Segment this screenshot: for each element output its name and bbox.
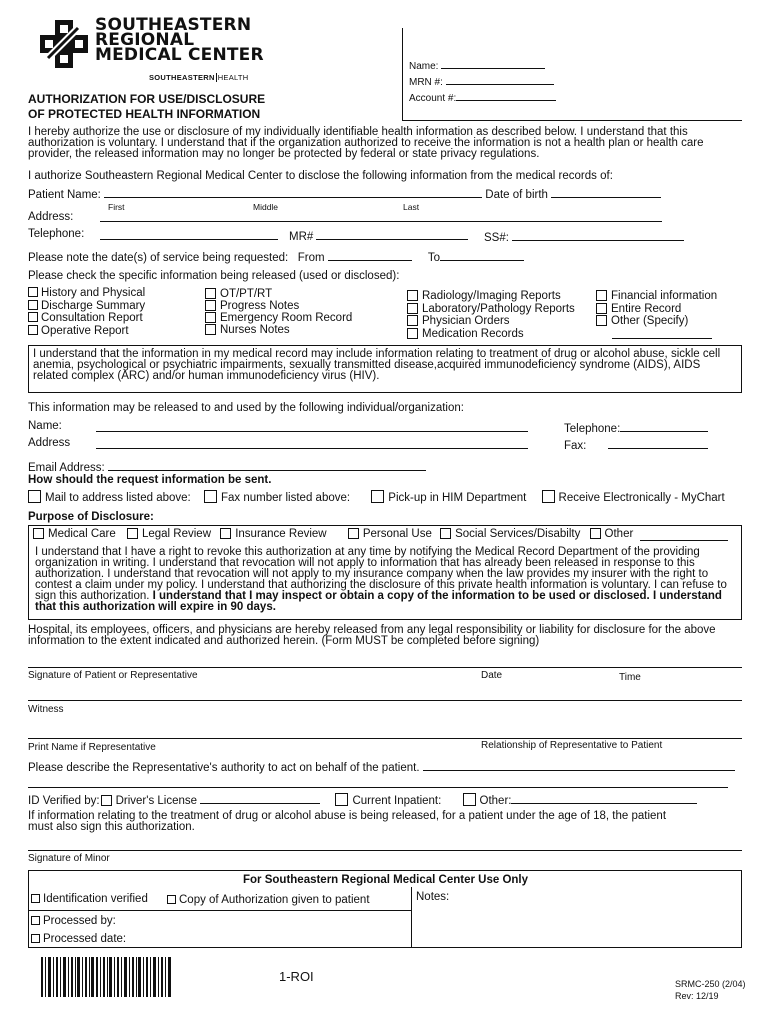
form-revision: Rev: 12/19 (675, 991, 719, 1001)
checkbox-icon[interactable] (463, 793, 476, 806)
checkbox-icon[interactable] (407, 303, 418, 314)
checkbox-icon[interactable] (28, 312, 38, 322)
info-item-label: Operative Report (41, 324, 129, 337)
id-mrn-row (409, 74, 554, 88)
send-options (28, 490, 725, 504)
info-item-label: Medication Records (422, 327, 524, 340)
authority-field-2[interactable] (28, 787, 728, 788)
logo-line-3: MEDICAL CENTER (95, 45, 264, 65)
purpose-option[interactable] (127, 528, 211, 540)
telephone-label: Telephone: (28, 228, 85, 240)
checkbox-icon[interactable] (220, 528, 231, 539)
info-item-label: Laboratory/Pathology Reports (422, 302, 575, 315)
checkbox-icon[interactable] (542, 490, 555, 503)
mr-row (289, 229, 468, 243)
minor-note: If information relating to the treatment of drug or alcohol abuse is being released, for a patient under the age of 18, the patient must also sign this authorization. (28, 810, 667, 833)
info-col-1 (28, 287, 145, 337)
checkbox-icon[interactable] (101, 795, 112, 806)
checkbox-icon[interactable] (335, 793, 348, 806)
recipient-telephone-label: Telephone: (564, 423, 621, 435)
info-item-label: Physician Orders (422, 315, 510, 327)
send-option-label: Fax number listed above: (220, 492, 351, 504)
id-box-border (402, 28, 403, 121)
office-processed-date-label: Processed date: (43, 933, 127, 945)
checkbox-icon[interactable] (205, 324, 216, 335)
office-processed-date[interactable] (31, 933, 126, 945)
office-processed-by-label: Processed by: (43, 915, 116, 927)
recipient-address-field[interactable] (96, 448, 528, 449)
info-item[interactable] (205, 288, 352, 300)
other-field[interactable] (511, 793, 697, 804)
purpose-option-label: Other (604, 528, 634, 540)
office-copy-given-label: Copy of Authorization given to patient (179, 894, 370, 906)
srmc-cross-logo-icon (38, 18, 90, 70)
send-option-label: Pick-up in HIM Department (388, 492, 527, 504)
recipient-telephone-field[interactable] (620, 421, 708, 432)
id-mrn-label: MRN #: (409, 77, 443, 88)
dob-field[interactable] (551, 187, 661, 198)
sub-brand-right: HEALTH (217, 73, 249, 82)
revoke-bold-text: I understand that I may inspect or obtain a copy of the information to be used or disclosed. I understand that this authorization will expire in 90 days. (35, 590, 722, 613)
checkbox-icon[interactable] (407, 315, 418, 326)
representative-line[interactable] (28, 738, 742, 739)
authority-label: Please describe the Representative's authority to act on behalf of the patient. (28, 762, 420, 774)
print-name-label: Print Name if Representative (28, 742, 156, 753)
drivers-license-label: Driver's License (115, 795, 198, 807)
checkbox-icon[interactable] (590, 528, 601, 539)
office-processed-by[interactable] (31, 915, 116, 927)
id-account-field[interactable] (456, 90, 556, 101)
id-name-field[interactable] (441, 58, 545, 69)
recipient-intro: This information may be released to and used by the following individual/organization: (28, 402, 464, 414)
info-check-label: Please check the specific information being released (used or disclosed): (28, 270, 400, 282)
address-label: Address: (28, 211, 74, 223)
checkbox-icon[interactable] (31, 934, 40, 943)
date-label: Date (481, 670, 503, 681)
id-name-row (409, 58, 545, 72)
info-item-label: OT/PT/RT (220, 288, 273, 300)
send-option-fax[interactable] (204, 492, 350, 504)
info-item[interactable] (28, 312, 145, 325)
purpose-other-field[interactable] (640, 540, 728, 541)
purpose-option[interactable] (590, 528, 634, 540)
purpose-option[interactable] (220, 528, 326, 540)
info-item[interactable] (407, 315, 575, 328)
purpose-option-label: Personal Use (362, 528, 432, 540)
purpose-option[interactable] (440, 528, 580, 540)
recipient-telephone-row (564, 421, 708, 435)
patient-signature-line[interactable] (28, 667, 742, 668)
info-item-label: Consultation Report (41, 312, 143, 324)
form-title-line-1: AUTHORIZATION FOR USE/DISCLOSURE (28, 92, 266, 106)
service-dates-label: Please note the date(s) of service being requested: (28, 252, 289, 264)
info-item[interactable] (596, 315, 717, 328)
current-inpatient-label: Current Inpatient: (352, 795, 442, 807)
info-item-label: Progress Notes (220, 300, 300, 312)
recipient-name-field[interactable] (96, 431, 528, 432)
info-item[interactable] (407, 328, 575, 341)
info-item-label: Nurses Notes (220, 324, 290, 336)
patient-name-row (28, 187, 661, 201)
ssn-field[interactable] (512, 230, 684, 241)
send-heading: How should the request information be sent. (28, 474, 272, 486)
release-paragraph (28, 625, 738, 647)
info-item-label: Other (Specify) (611, 315, 689, 327)
other-label: Other: (479, 795, 512, 807)
intro-paragraph: I hereby authorize the use or disclosure of my individually identifiable health information as described below. I understand that this authorization is voluntary. I understand that if the organization authorized to receive the information is not a health plan or health care provider, the released information may no longer be protected by federal or state privacy regulations. (28, 126, 704, 160)
info-item-label: Emergency Room Record (220, 312, 353, 324)
send-option-mail[interactable] (28, 492, 191, 504)
email-label: Email Address: (28, 462, 105, 474)
info-item[interactable] (596, 303, 717, 316)
purpose-option[interactable] (348, 528, 432, 540)
purpose-option-label: Medical Care (48, 528, 116, 540)
minor-signature-line[interactable] (28, 850, 742, 851)
purpose-heading: Purpose of Disclosure: (28, 511, 154, 523)
info-col-2 (205, 288, 352, 336)
info-item[interactable] (28, 325, 145, 338)
checkbox-icon[interactable] (407, 328, 418, 339)
info-item-label: Financial information (611, 290, 718, 302)
logo-line-2: REGIONAL (95, 30, 195, 50)
checkbox-icon[interactable] (440, 528, 451, 539)
info-item[interactable] (407, 290, 575, 303)
checkbox-icon[interactable] (33, 528, 44, 539)
office-copy-given[interactable] (167, 894, 370, 906)
id-account-label: Account #: (409, 93, 457, 104)
purpose-option-label: Insurance Review (235, 528, 327, 540)
minor-signature-label: Signature of Minor (28, 853, 110, 864)
logo-line-1: SOUTHEASTERN (95, 15, 252, 35)
office-notes-label: Notes: (416, 891, 450, 903)
purpose-option-label: Social Services/Disabilty (455, 528, 581, 540)
recipient-fax-label: Fax: (564, 440, 587, 452)
office-id-verified-label: Identification verified (43, 893, 148, 905)
revoke-paragraph (35, 547, 735, 613)
checkbox-icon[interactable] (31, 894, 40, 903)
to-label: To (427, 252, 440, 264)
id-mrn-field[interactable] (446, 74, 554, 85)
name-middle-caption: Middle (253, 202, 279, 212)
ssn-row (484, 230, 684, 244)
checkbox-icon[interactable] (28, 325, 38, 335)
id-verified-label: ID Verified by: (28, 795, 100, 807)
info-item-label: Radiology/Imaging Reports (422, 290, 561, 302)
office-id-verified[interactable] (31, 893, 148, 905)
witness-line[interactable] (28, 700, 742, 701)
from-label: From (297, 252, 325, 264)
revoke-text: I understand that I have a right to revoke this authorization at any time by notifying the Medical Record Department of the providing organization in writing. I understand that revocation will not apply to information that has already been released in response to this authorization. I understand that revocation will not apply to my insurance company when the law provides my insurer with the right to contest a claim under my policy. I understand that authorizing the disclosure of this private health information is voluntary. I can refuse to sign this authorization. (35, 546, 727, 602)
patient-name-field[interactable] (104, 187, 482, 198)
checkbox-icon[interactable] (596, 290, 607, 301)
form-number: SRMC-250 (2/04) (675, 979, 746, 989)
recipient-name-label: Name: (28, 420, 62, 432)
mr-field[interactable] (316, 229, 468, 240)
checkbox-icon[interactable] (28, 490, 41, 503)
send-option-pickup[interactable] (371, 492, 526, 504)
checkbox-icon[interactable] (205, 300, 216, 311)
checkbox-icon[interactable] (348, 528, 359, 539)
service-dates-row (28, 250, 524, 264)
checkbox-icon[interactable] (596, 303, 607, 314)
checkbox-icon[interactable] (167, 895, 176, 904)
checkbox-icon[interactable] (407, 290, 418, 301)
drivers-license-field[interactable] (200, 793, 320, 804)
ssn-label: SS#: (484, 232, 509, 244)
info-col-4 (596, 290, 717, 328)
sub-brand-left: SOUTHEASTERN (149, 73, 215, 82)
info-item-label: Entire Record (611, 302, 682, 315)
dob-label: Date of birth (485, 189, 548, 201)
purpose-options (33, 528, 633, 540)
checkbox-icon[interactable] (28, 300, 38, 310)
info-item[interactable] (28, 287, 145, 300)
sub-brand (149, 73, 249, 82)
release-text: Hospital, its employees, officers, and physicians are hereby released from any legal responsibility or liability for disclosure for the above information to the extent indicated and authorized herein. (28, 624, 716, 647)
telephone-field[interactable] (100, 239, 278, 240)
time-label: Time (619, 672, 641, 683)
recipient-fax-field[interactable] (608, 438, 708, 449)
authorize-line: I authorize Southeastern Regional Medical Center to disclose the following information from the medical records of: (28, 170, 613, 182)
checkbox-icon[interactable] (31, 916, 40, 925)
id-verified-row (28, 793, 697, 807)
id-account-row (409, 90, 556, 104)
from-field[interactable] (328, 250, 412, 261)
purpose-option-label: Legal Review (141, 528, 211, 540)
form-code: 1-ROI (279, 969, 314, 984)
patient-name-label: Patient Name: (28, 189, 101, 201)
name-last-caption: Last (403, 202, 420, 212)
send-option-label: Receive Electronically - MyChart (558, 492, 725, 504)
office-row-divider (28, 910, 411, 911)
relationship-label: Relationship of Representative to Patient (481, 740, 663, 751)
info-item[interactable] (205, 300, 352, 312)
office-use-divider (411, 887, 412, 948)
id-name-label: Name: (409, 61, 439, 72)
checkbox-icon[interactable] (371, 490, 384, 503)
name-first-caption: First (108, 202, 125, 212)
to-field[interactable] (440, 250, 524, 261)
authority-row (28, 760, 735, 774)
office-use-title: For Southeastern Regional Medical Center Use Only (243, 874, 529, 886)
release-note: (Form MUST be completed before signing) (321, 635, 540, 647)
info-item[interactable] (28, 300, 145, 313)
purpose-option[interactable] (33, 528, 116, 540)
telephone-row (28, 228, 84, 240)
recipient-fax-row (564, 438, 708, 452)
checkbox-icon[interactable] (596, 315, 607, 326)
info-item-label: History and Physical (41, 287, 146, 299)
checkbox-icon[interactable] (205, 288, 216, 299)
form-title-line-2: OF PROTECTED HEALTH INFORMATION (28, 107, 261, 121)
info-item[interactable] (205, 324, 352, 336)
info-item-label: Discharge Summary (41, 299, 146, 312)
checkbox-icon[interactable] (127, 528, 138, 539)
info-col-3 (407, 290, 575, 340)
barcode-icon (41, 957, 173, 997)
checkbox-icon[interactable] (205, 312, 216, 323)
sensitive-notice: I understand that the information in my medical record may include information relating to treatment of drug or alcohol abuse, sickle cell anemia, psychological or psychiatric impairments, sexually transmitted disease,acquired immunodeficiency syndrome (AIDS), AIDS related complex (ARC) and/or human immunodeficiency virus (HIV). (33, 348, 721, 382)
patient-signature-label: Signature of Patient or Representative (28, 670, 198, 681)
info-item[interactable] (205, 312, 352, 324)
send-option-mychart[interactable] (542, 492, 725, 504)
recipient-address-label: Address (28, 437, 71, 449)
id-box-bottom (402, 120, 742, 121)
info-item[interactable] (407, 303, 575, 316)
address-field[interactable] (100, 221, 662, 222)
info-item[interactable] (596, 290, 717, 303)
other-specify-field[interactable] (612, 338, 712, 339)
email-field[interactable] (108, 460, 426, 471)
mr-label: MR# (289, 231, 314, 243)
checkbox-icon[interactable] (204, 490, 217, 503)
send-option-label: Mail to address listed above: (45, 492, 191, 504)
email-row (28, 460, 426, 474)
authority-field[interactable] (423, 760, 735, 771)
checkbox-icon[interactable] (28, 287, 38, 297)
witness-label: Witness (28, 704, 64, 715)
